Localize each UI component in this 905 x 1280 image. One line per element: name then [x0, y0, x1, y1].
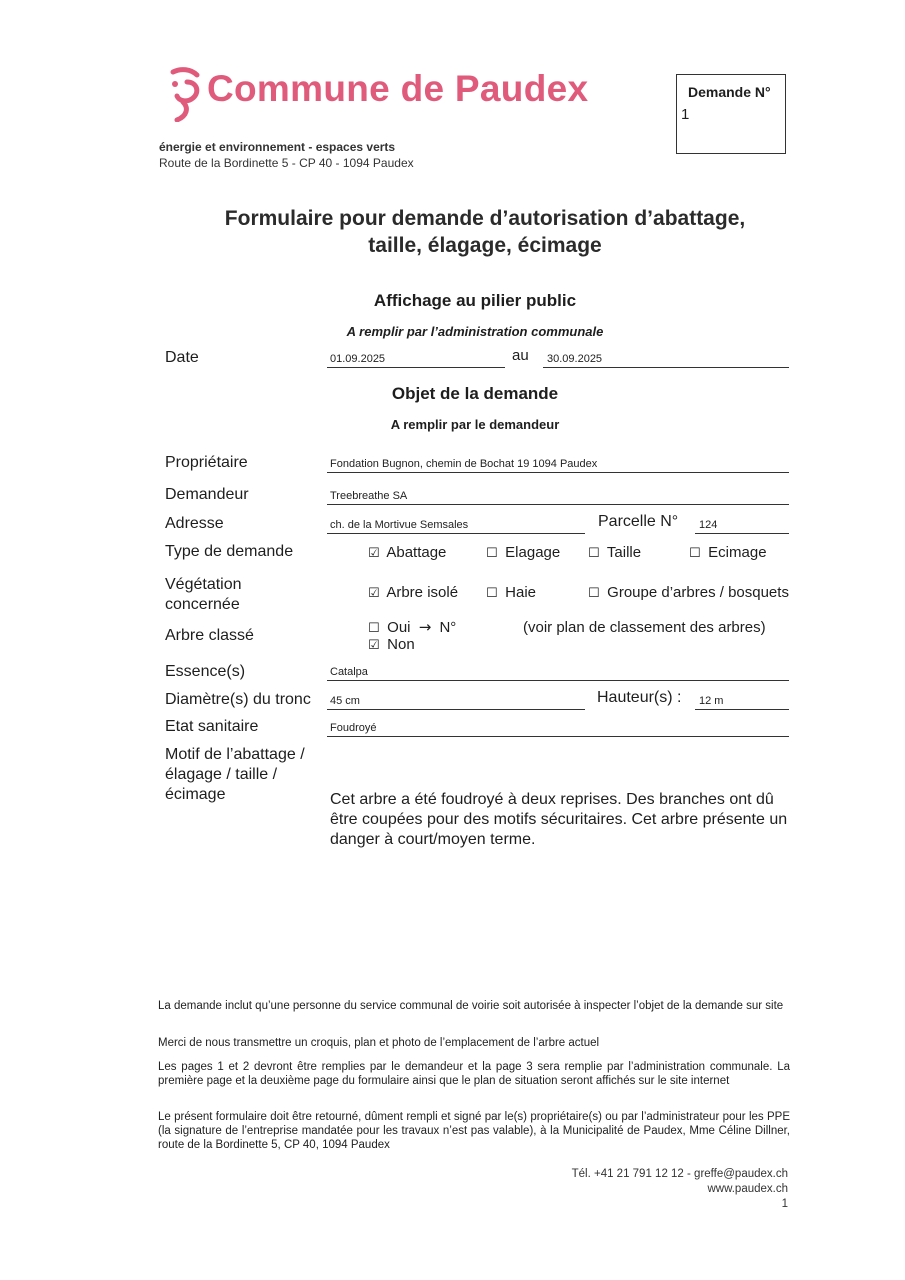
affichage-heading: Affichage au pilier public: [373, 291, 577, 310]
objet-heading: Objet de la demande: [391, 384, 559, 403]
checkbox-empty-icon[interactable]: ☐: [486, 546, 498, 561]
footer-note-retour: Le présent formulaire doit être retourné, dûment rempli et signé par le(s) propriétaire(s) ou par l’administrateur pour les PPE (la signature de l’entreprise mandatée pour les travaux n’est pas valable), à la Municipalité de Paudex, Mme Céline Dillner, route de la Bordinette 5, CP 40, 1094 Paudex: [158, 1111, 790, 1151]
type-option-ecimage[interactable]: [689, 544, 767, 561]
proprietaire-label: Propriétaire: [165, 454, 248, 471]
essence-label: Essence(s): [165, 663, 246, 680]
type-option-abattage[interactable]: [368, 544, 446, 561]
request-number-label: Demande N°: [688, 84, 771, 100]
vegetation-option-label: Arbre isolé: [386, 584, 459, 601]
hauteur-value[interactable]: 12 m: [699, 695, 724, 707]
vegetation-option-groupe[interactable]: [588, 584, 789, 601]
vegetation-option-arbre-isole[interactable]: [368, 584, 458, 601]
page-number: 1: [781, 1198, 788, 1210]
paudex-logo-icon: [167, 66, 205, 122]
contact-website: www.paudex.ch: [707, 1183, 788, 1195]
demandeur-line: [327, 504, 789, 505]
classe-option-non[interactable]: [368, 636, 415, 653]
affichage-subheading: A remplir par l’administration communale: [346, 324, 604, 339]
type-option-elagage[interactable]: [486, 544, 560, 561]
classe-oui-label: Oui: [387, 619, 411, 636]
etat-line: [327, 736, 789, 737]
vegetation-option-label: Haie: [505, 584, 537, 601]
checkbox-empty-icon[interactable]: ☐: [588, 546, 600, 561]
form-title-line-1: Formulaire pour demande d’autorisation d’abattage,: [224, 207, 746, 230]
diametre-label: Diamètre(s) du tronc: [165, 691, 311, 708]
logo-text: Commune de Paudex: [207, 68, 589, 109]
type-option-label: Ecimage: [708, 544, 767, 561]
parcelle-value[interactable]: 124: [699, 519, 718, 531]
demandeur-label: Demandeur: [165, 486, 249, 503]
essence-line: [327, 680, 789, 681]
proprietaire-line: [327, 472, 789, 473]
checkbox-checked-icon[interactable]: ☑: [368, 546, 380, 561]
request-number-value: 1: [681, 106, 690, 123]
checkbox-empty-icon[interactable]: ☐: [689, 546, 701, 561]
adresse-value[interactable]: ch. de la Mortivue Semsales: [330, 519, 469, 531]
request-number-box: [676, 74, 786, 154]
classe-note: (voir plan de classement des arbres): [523, 619, 766, 636]
contact-phone-email: Tél. +41 21 791 12 12 - greffe@paudex.ch: [571, 1168, 788, 1180]
vegetation-option-haie[interactable]: [486, 584, 536, 601]
etat-value[interactable]: Foudroyé: [330, 722, 377, 734]
motif-label: [165, 745, 305, 805]
date-from-value[interactable]: 01.09.2025: [330, 353, 386, 365]
objet-subheading: A remplir par le demandeur: [390, 417, 560, 432]
date-to-line: [543, 367, 789, 368]
proprietaire-value[interactable]: Fondation Bugnon, chemin de Bochat 19 1094 Paudex: [330, 458, 598, 470]
checkbox-empty-icon[interactable]: ☐: [368, 621, 380, 636]
motif-label-line-1: Motif de l’abattage /: [165, 746, 305, 763]
parcelle-label: Parcelle N°: [598, 513, 679, 530]
type-option-taille[interactable]: [588, 544, 641, 561]
diametre-value[interactable]: 45 cm: [330, 695, 360, 707]
adresse-line: [327, 533, 585, 534]
diametre-line: [327, 709, 585, 710]
checkbox-empty-icon[interactable]: ☐: [486, 586, 498, 601]
motif-label-line-3: écimage: [165, 786, 226, 803]
essence-value[interactable]: Catalpa: [330, 666, 368, 678]
hauteur-line: [695, 709, 789, 710]
checkbox-empty-icon[interactable]: ☐: [588, 586, 600, 601]
arrow-right-icon: →: [418, 618, 432, 636]
demandeur-value[interactable]: Treebreathe SA: [330, 490, 408, 502]
date-to-value[interactable]: 30.09.2025: [547, 353, 603, 365]
form-title: [140, 205, 830, 259]
hauteur-label: Hauteur(s) :: [597, 689, 682, 706]
date-from-line: [327, 367, 505, 368]
adresse-label: Adresse: [165, 515, 224, 532]
type-option-label: Taille: [606, 544, 642, 561]
footer-note-pages: Les pages 1 et 2 devront être remplies par le demandeur et la page 3 sera remplie par l’administration communale. La première page et la deuxième page du formulaire ainsi que le plan de situation seront affichés sur le site internet: [158, 1061, 790, 1087]
classe-label: Arbre classé: [165, 627, 254, 644]
classe-non-label: Non: [387, 636, 415, 653]
footer-note-croquis: Merci de nous transmettre un croquis, plan et photo de l’emplacement de l’arbre actuel: [158, 1037, 600, 1049]
classe-option-oui[interactable]: [368, 618, 456, 636]
vegetation-label-line-1: Végétation: [165, 576, 242, 593]
motif-label-line-2: élagage / taille /: [165, 766, 278, 783]
motif-value[interactable]: Cet arbre a été foudroyé à deux reprises. Des branches ont dû être coupées pour des motifs sécuritaires. Cet arbre présente un danger à court/moyen terme.: [330, 791, 788, 848]
date-label: Date: [165, 349, 199, 366]
classe-oui-number-label: N°: [439, 619, 457, 636]
parcelle-line: [695, 533, 789, 534]
checkbox-checked-icon[interactable]: ☑: [368, 586, 380, 601]
vegetation-option-label: Groupe d’arbres / bosquets: [607, 584, 789, 601]
footer-note-inspection: La demande inclut qu’une personne du service communal de voirie soit autorisée à inspecter l’objet de la demande sur site: [158, 1000, 784, 1012]
commune-address: Route de la Bordinette 5 - CP 40 - 1094 Paudex: [159, 156, 414, 170]
type-label: Type de demande: [165, 543, 294, 560]
date-separator: au: [512, 347, 529, 364]
vegetation-label-line-2: concernée: [165, 596, 240, 613]
vegetation-label: [165, 575, 242, 615]
type-option-label: Elagage: [505, 544, 561, 561]
type-option-label: Abattage: [386, 544, 447, 561]
department-name: énergie et environnement - espaces verts: [159, 140, 396, 154]
etat-label: Etat sanitaire: [165, 718, 259, 735]
form-title-line-2: taille, élagage, écimage: [368, 234, 602, 257]
checkbox-checked-icon[interactable]: ☑: [368, 638, 380, 653]
